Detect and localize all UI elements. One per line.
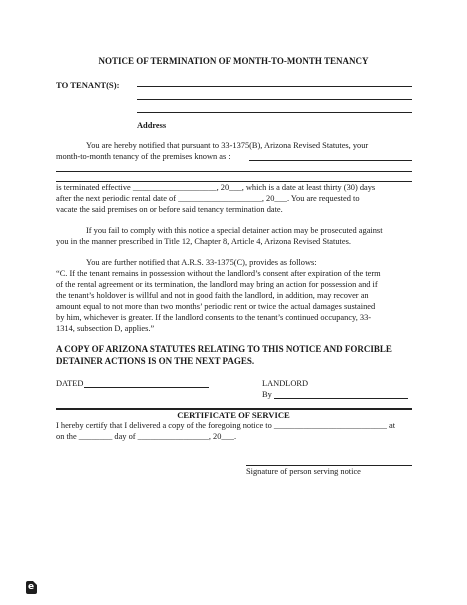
signature-label: Signature of person serving notice (246, 467, 361, 476)
document-title: NOTICE OF TERMINATION OF MONTH-TO-MONTH TENANCY (98, 56, 369, 66)
by-label: By (262, 390, 272, 399)
statutes-notice-line-2: DETAINER ACTIONS IS ON THE NEXT PAGES. (56, 356, 255, 366)
para3-line-2: you in the manner prescribed in Title 12, Chapter 8, Article 4, Arizona Revised Statutes. (56, 237, 351, 246)
dated-label: DATED (56, 379, 84, 388)
para1-line-2: month-to-month tenancy of the premises known as : (56, 152, 231, 161)
para4-line-1: You are further notified that A.R.S. 33-1375(C), provides as follows: (86, 258, 317, 267)
landlord-label: LANDLORD (262, 379, 309, 388)
para4-line-6: by him, whichever is greater. If the landlord consents to the tenant’s continued occupancy, 33- (56, 313, 372, 322)
to-tenant-label: TO TENANT(S): (56, 80, 120, 90)
para1-line-1: You are hereby notified that pursuant to 33-1375(B), Arizona Revised Statutes, your (86, 141, 369, 150)
para4-line-4: the tenant’s holdover is willful and not in good faith the landlord, in addition, may recover an (56, 291, 369, 300)
tenant-name-line-3[interactable] (137, 112, 412, 113)
para2-line-2: after the next periodic rental date of ____________________, 20___. You are requested to (56, 194, 360, 203)
para4-line-5: amount equal to not more than two months’ periodic rent or twice the actual damages sustained (56, 302, 376, 311)
premises-line-inline[interactable] (249, 160, 412, 161)
dated-line[interactable] (84, 387, 209, 388)
landlord-signature-line[interactable] (274, 398, 408, 399)
certificate-line-2: on the ________ day of _________________, 20___. (56, 432, 237, 441)
para2-line-3: vacate the said premises on or before said tenancy termination date. (56, 205, 283, 214)
premises-line-3[interactable] (56, 181, 412, 182)
premises-line-2[interactable] (56, 171, 412, 172)
para2-line-1: is terminated effective ____________________, 20___, which is a date at least thirty (30) days (56, 183, 376, 192)
logo-letter: e (28, 582, 35, 592)
tenant-name-line-2[interactable] (137, 99, 412, 100)
server-signature-line[interactable] (246, 465, 412, 466)
para3-line-1: If you fail to comply with this notice a special detainer action may be prosecuted against (86, 226, 383, 235)
statutes-notice-line-1: A COPY OF ARIZONA STATUTES RELATING TO THIS NOTICE AND FORCIBLE (56, 344, 392, 354)
certificate-title: CERTIFICATE OF SERVICE (177, 410, 290, 420)
certificate-line-1: I hereby certify that I delivered a copy of the foregoing notice to ___________________________ at (56, 421, 396, 430)
para4-line-2: “C. If the tenant remains in possession without the landlord’s consent after expiration of the term (56, 269, 381, 278)
address-label: Address (137, 121, 167, 130)
para4-line-7: 1314, subsection D, applies.” (56, 324, 155, 333)
para4-line-3: of the rental agreement or its termination, the landlord may bring an action for possession and if (56, 280, 378, 289)
logo-fold-corner (33, 581, 37, 585)
tenant-name-line-1[interactable] (137, 86, 412, 87)
